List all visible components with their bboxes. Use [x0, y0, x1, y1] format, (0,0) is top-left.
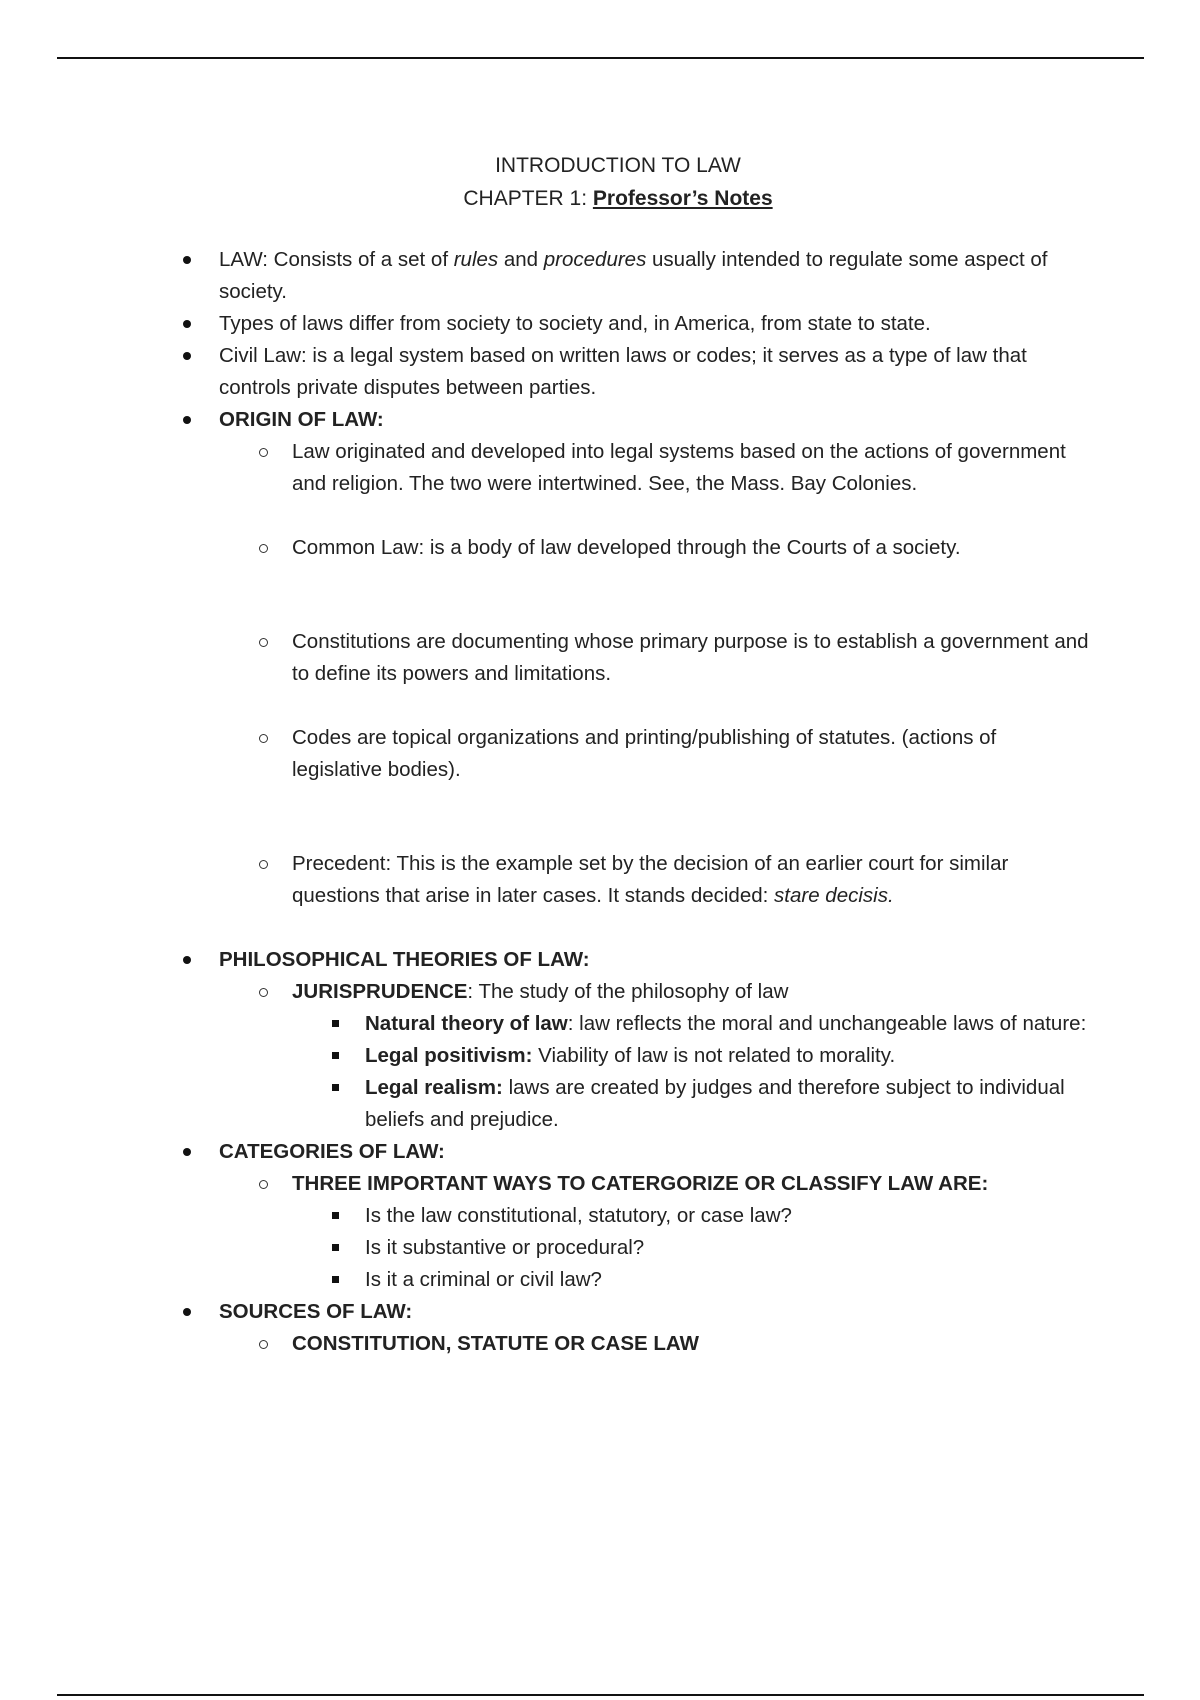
sub-bullet-precedent [292, 848, 1089, 912]
codes-text: Codes are topical organizations and printing/publishing of statutes. (actions of legislative bodies). [292, 726, 997, 781]
law-def-and: and [498, 248, 544, 271]
document-title-block [0, 149, 1200, 215]
bullet-types-of-laws [219, 308, 1089, 340]
question-text: Is the law constitutional, statutory, or case law? [365, 1204, 792, 1227]
common-law-text: Common Law: is a body of law developed through the Courts of a society. [292, 536, 961, 559]
origin-heading: ORIGIN OF LAW: [219, 408, 384, 431]
origin-text: Law originated and developed into legal systems based on the actions of government and religion. The two were intertwined. See, the Mass. Bay Colonies. [292, 440, 1066, 495]
sub-bullet-common-law [292, 532, 1089, 564]
spacer [0, 500, 1200, 532]
sub-bullet-jurisprudence [292, 976, 1089, 1008]
categories-subheading: THREE IMPORTANT WAYS TO CATERGORIZE OR CLASSIFY LAW ARE: [292, 1172, 989, 1195]
bullet-origin-heading [219, 404, 1089, 436]
notes-body [0, 244, 1200, 1360]
spacer [0, 564, 1200, 626]
question-text: Is it substantive or procedural? [365, 1236, 645, 1259]
bullet-philosophical-heading [219, 944, 1089, 976]
law-def-procedures: procedures [543, 248, 647, 271]
law-def-rules: rules [453, 248, 499, 271]
bullet-sources-heading [219, 1296, 1089, 1328]
civil-law-text: Civil Law: is a legal system based on written laws or codes; it serves as a type of law that controls private disputes between parties. [219, 344, 1027, 399]
chapter-heading [0, 182, 1200, 215]
chapter-prefix: CHAPTER 1: [463, 187, 593, 210]
law-def-rest: usually intended to regulate some aspect of society. [219, 248, 1048, 303]
sub-bullet-origin [292, 436, 1089, 500]
square-bullet-question [365, 1232, 1089, 1264]
natural-theory-text: : law reflects the moral and unchangeable laws of nature: [567, 1012, 1087, 1035]
chapter-title: Professor’s Notes [592, 187, 773, 210]
legal-positivism-text: Viability of law is not related to morality. [532, 1044, 896, 1067]
precedent-text: Precedent: This is the example set by the decision of an earlier court for similar questions that arise in later cases. It stands decided: [292, 852, 1009, 907]
spacer [0, 690, 1200, 722]
stare-decisis-text: stare decisis. [774, 884, 894, 907]
legal-positivism-label: Legal positivism: [365, 1044, 533, 1067]
categories-heading: CATEGORIES OF LAW: [219, 1140, 445, 1163]
square-bullet-legal-realism [365, 1072, 1089, 1136]
square-bullet-legal-positivism [365, 1040, 1089, 1072]
question-text: Is it a criminal or civil law? [365, 1268, 602, 1291]
square-bullet-question [365, 1264, 1089, 1296]
square-bullet-question [365, 1200, 1089, 1232]
sub-bullet-constitutions [292, 626, 1089, 690]
bullet-categories-heading [219, 1136, 1089, 1168]
sources-heading: SOURCES OF LAW: [219, 1300, 413, 1323]
legal-realism-text: laws are created by judges and therefore subject to individual beliefs and prejudice. [365, 1076, 1065, 1131]
sub-bullet-sources [292, 1328, 1089, 1360]
square-bullet-natural-theory [365, 1008, 1089, 1040]
law-def-text: LAW: Consists of a set of [219, 248, 454, 271]
sub-bullet-categories [292, 1168, 1089, 1200]
constitutions-text: Constitutions are documenting whose primary purpose is to establish a government and to define its powers and limitations. [292, 630, 1089, 685]
jurisprudence-text: : The study of the philosophy of law [467, 980, 789, 1003]
document-title: INTRODUCTION TO LAW [495, 154, 741, 177]
legal-realism-label: Legal realism: [365, 1076, 503, 1099]
bullet-civil-law [219, 340, 1089, 404]
top-rule [57, 57, 1144, 59]
jurisprudence-label: JURISPRUDENCE [292, 980, 468, 1003]
types-text: Types of laws differ from society to society and, in America, from state to state. [219, 312, 931, 335]
bullet-law-definition [219, 244, 1089, 308]
spacer [0, 912, 1200, 944]
sub-bullet-codes [292, 722, 1089, 786]
philosophical-heading: PHILOSOPHICAL THEORIES OF LAW: [219, 948, 590, 971]
bottom-rule [57, 1694, 1144, 1696]
natural-theory-label: Natural theory of law [365, 1012, 568, 1035]
spacer [0, 786, 1200, 848]
sources-text: CONSTITUTION, STATUTE OR CASE LAW [292, 1332, 699, 1355]
